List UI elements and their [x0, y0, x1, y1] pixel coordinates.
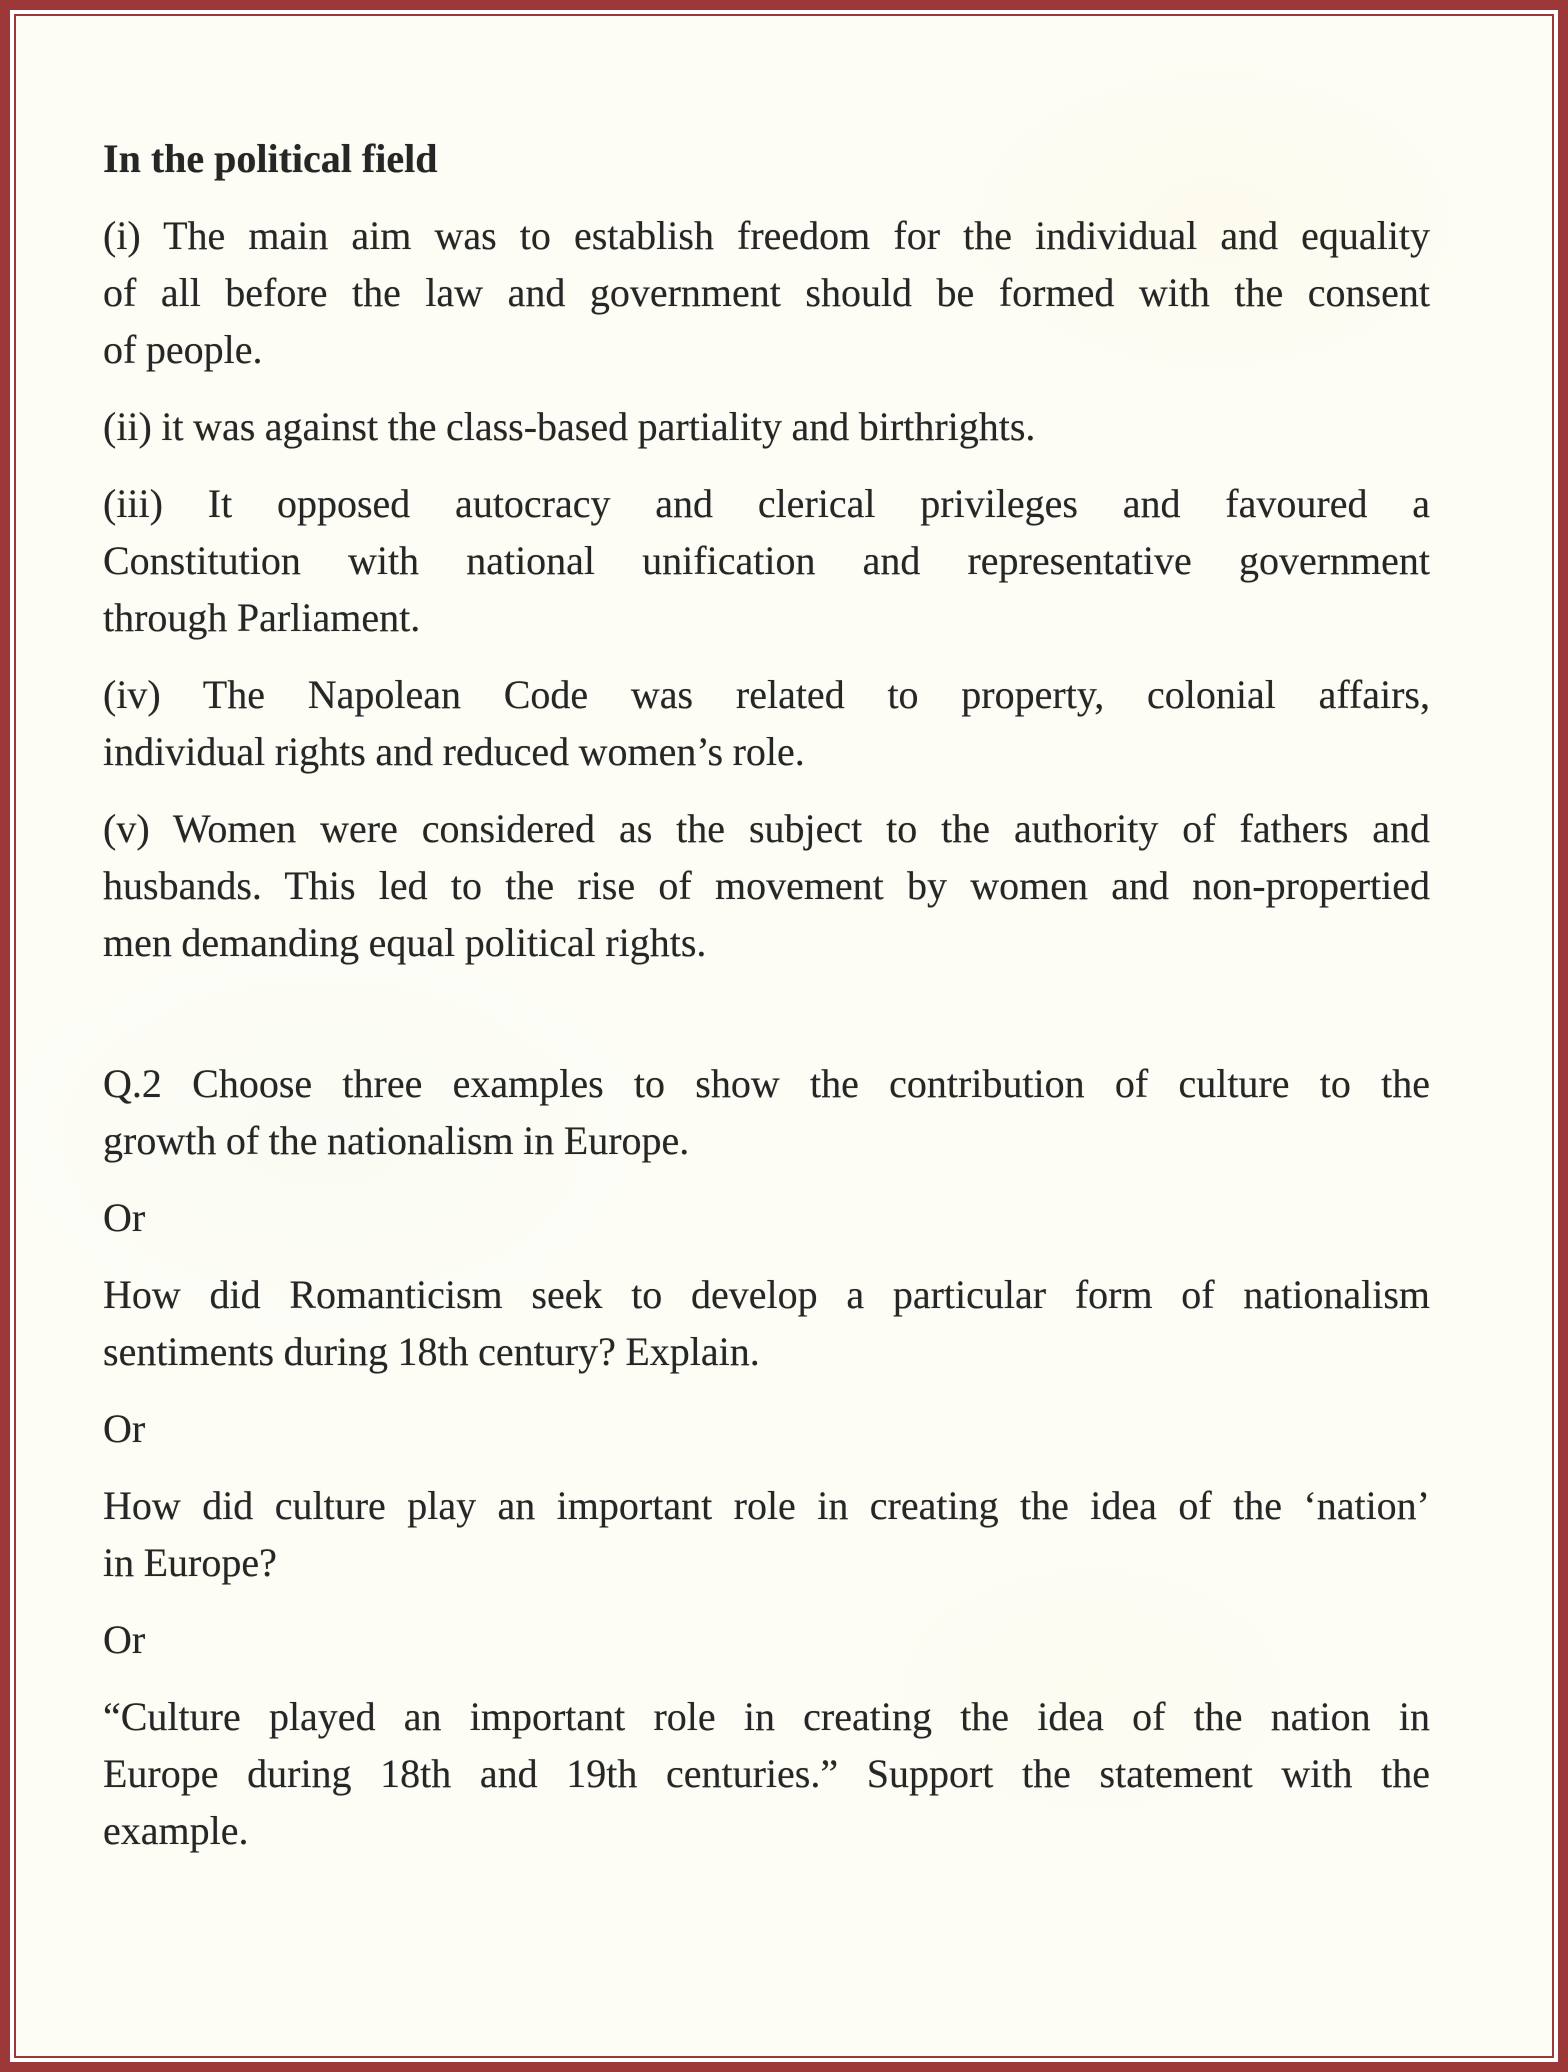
text-line: (ii) it was against the class-based partiality and birthrights.	[103, 404, 1036, 449]
text-line: Or	[103, 1406, 146, 1451]
section-gap	[103, 991, 1430, 1055]
question-2	[103, 1055, 1430, 1169]
point-iii	[103, 475, 1430, 646]
or-separator-3	[103, 1611, 1430, 1668]
point-v	[103, 800, 1430, 971]
document-body	[103, 207, 1430, 1859]
text-line: “Culture played an important role in creating the idea of the nation in	[103, 1694, 1430, 1739]
text-line: How did Romanticism seek to develop a particular form of nationalism	[103, 1272, 1430, 1317]
text-line: of people.	[103, 327, 263, 372]
document-heading: In the political field	[103, 136, 438, 181]
question-2-alternative-2	[103, 1477, 1430, 1591]
question-2-alternative-3	[103, 1688, 1430, 1859]
text-line: (iv) The Napolean Code was related to property, colonial affairs,	[103, 672, 1430, 717]
page-content-area	[14, 14, 1554, 2058]
text-line: in Europe?	[103, 1540, 277, 1585]
text-line: How did culture play an important role in creating the idea of the ‘nation’	[103, 1483, 1430, 1528]
text-line: (v) Women were considered as the subject to the authority of fathers and	[103, 806, 1430, 851]
text-line: Q.2 Choose three examples to show the contribution of culture to the	[103, 1061, 1430, 1106]
point-i	[103, 207, 1430, 378]
point-ii	[103, 398, 1430, 455]
text-line: sentiments during 18th century? Explain.	[103, 1329, 760, 1374]
text-line: men demanding equal political rights.	[103, 920, 707, 965]
page-frame-gap	[10, 10, 1558, 2062]
text-line: (i) The main aim was to establish freedom for the individual and equality	[103, 213, 1430, 258]
point-iv	[103, 666, 1430, 780]
text-line: Europe during 18th and 19th centuries.” Support the statement with the	[103, 1751, 1430, 1796]
text-line: Or	[103, 1617, 146, 1662]
text-line: husbands. This led to the rise of movement by women and non-propertied	[103, 863, 1430, 908]
text-line: growth of the nationalism in Europe.	[103, 1118, 690, 1163]
text-line: Constitution with national unification and representative government	[103, 538, 1430, 583]
or-separator-1	[103, 1189, 1430, 1246]
text-line: example.	[103, 1808, 249, 1853]
text-line: through Parliament.	[103, 595, 421, 640]
text-line: of all before the law and government should be formed with the consent	[103, 270, 1430, 315]
text-line: Or	[103, 1195, 146, 1240]
text-line: individual rights and reduced women’s role.	[103, 729, 805, 774]
text-line: (iii) It opposed autocracy and clerical privileges and favoured a	[103, 481, 1430, 526]
or-separator-2	[103, 1400, 1430, 1457]
question-2-alternative-1	[103, 1266, 1430, 1380]
